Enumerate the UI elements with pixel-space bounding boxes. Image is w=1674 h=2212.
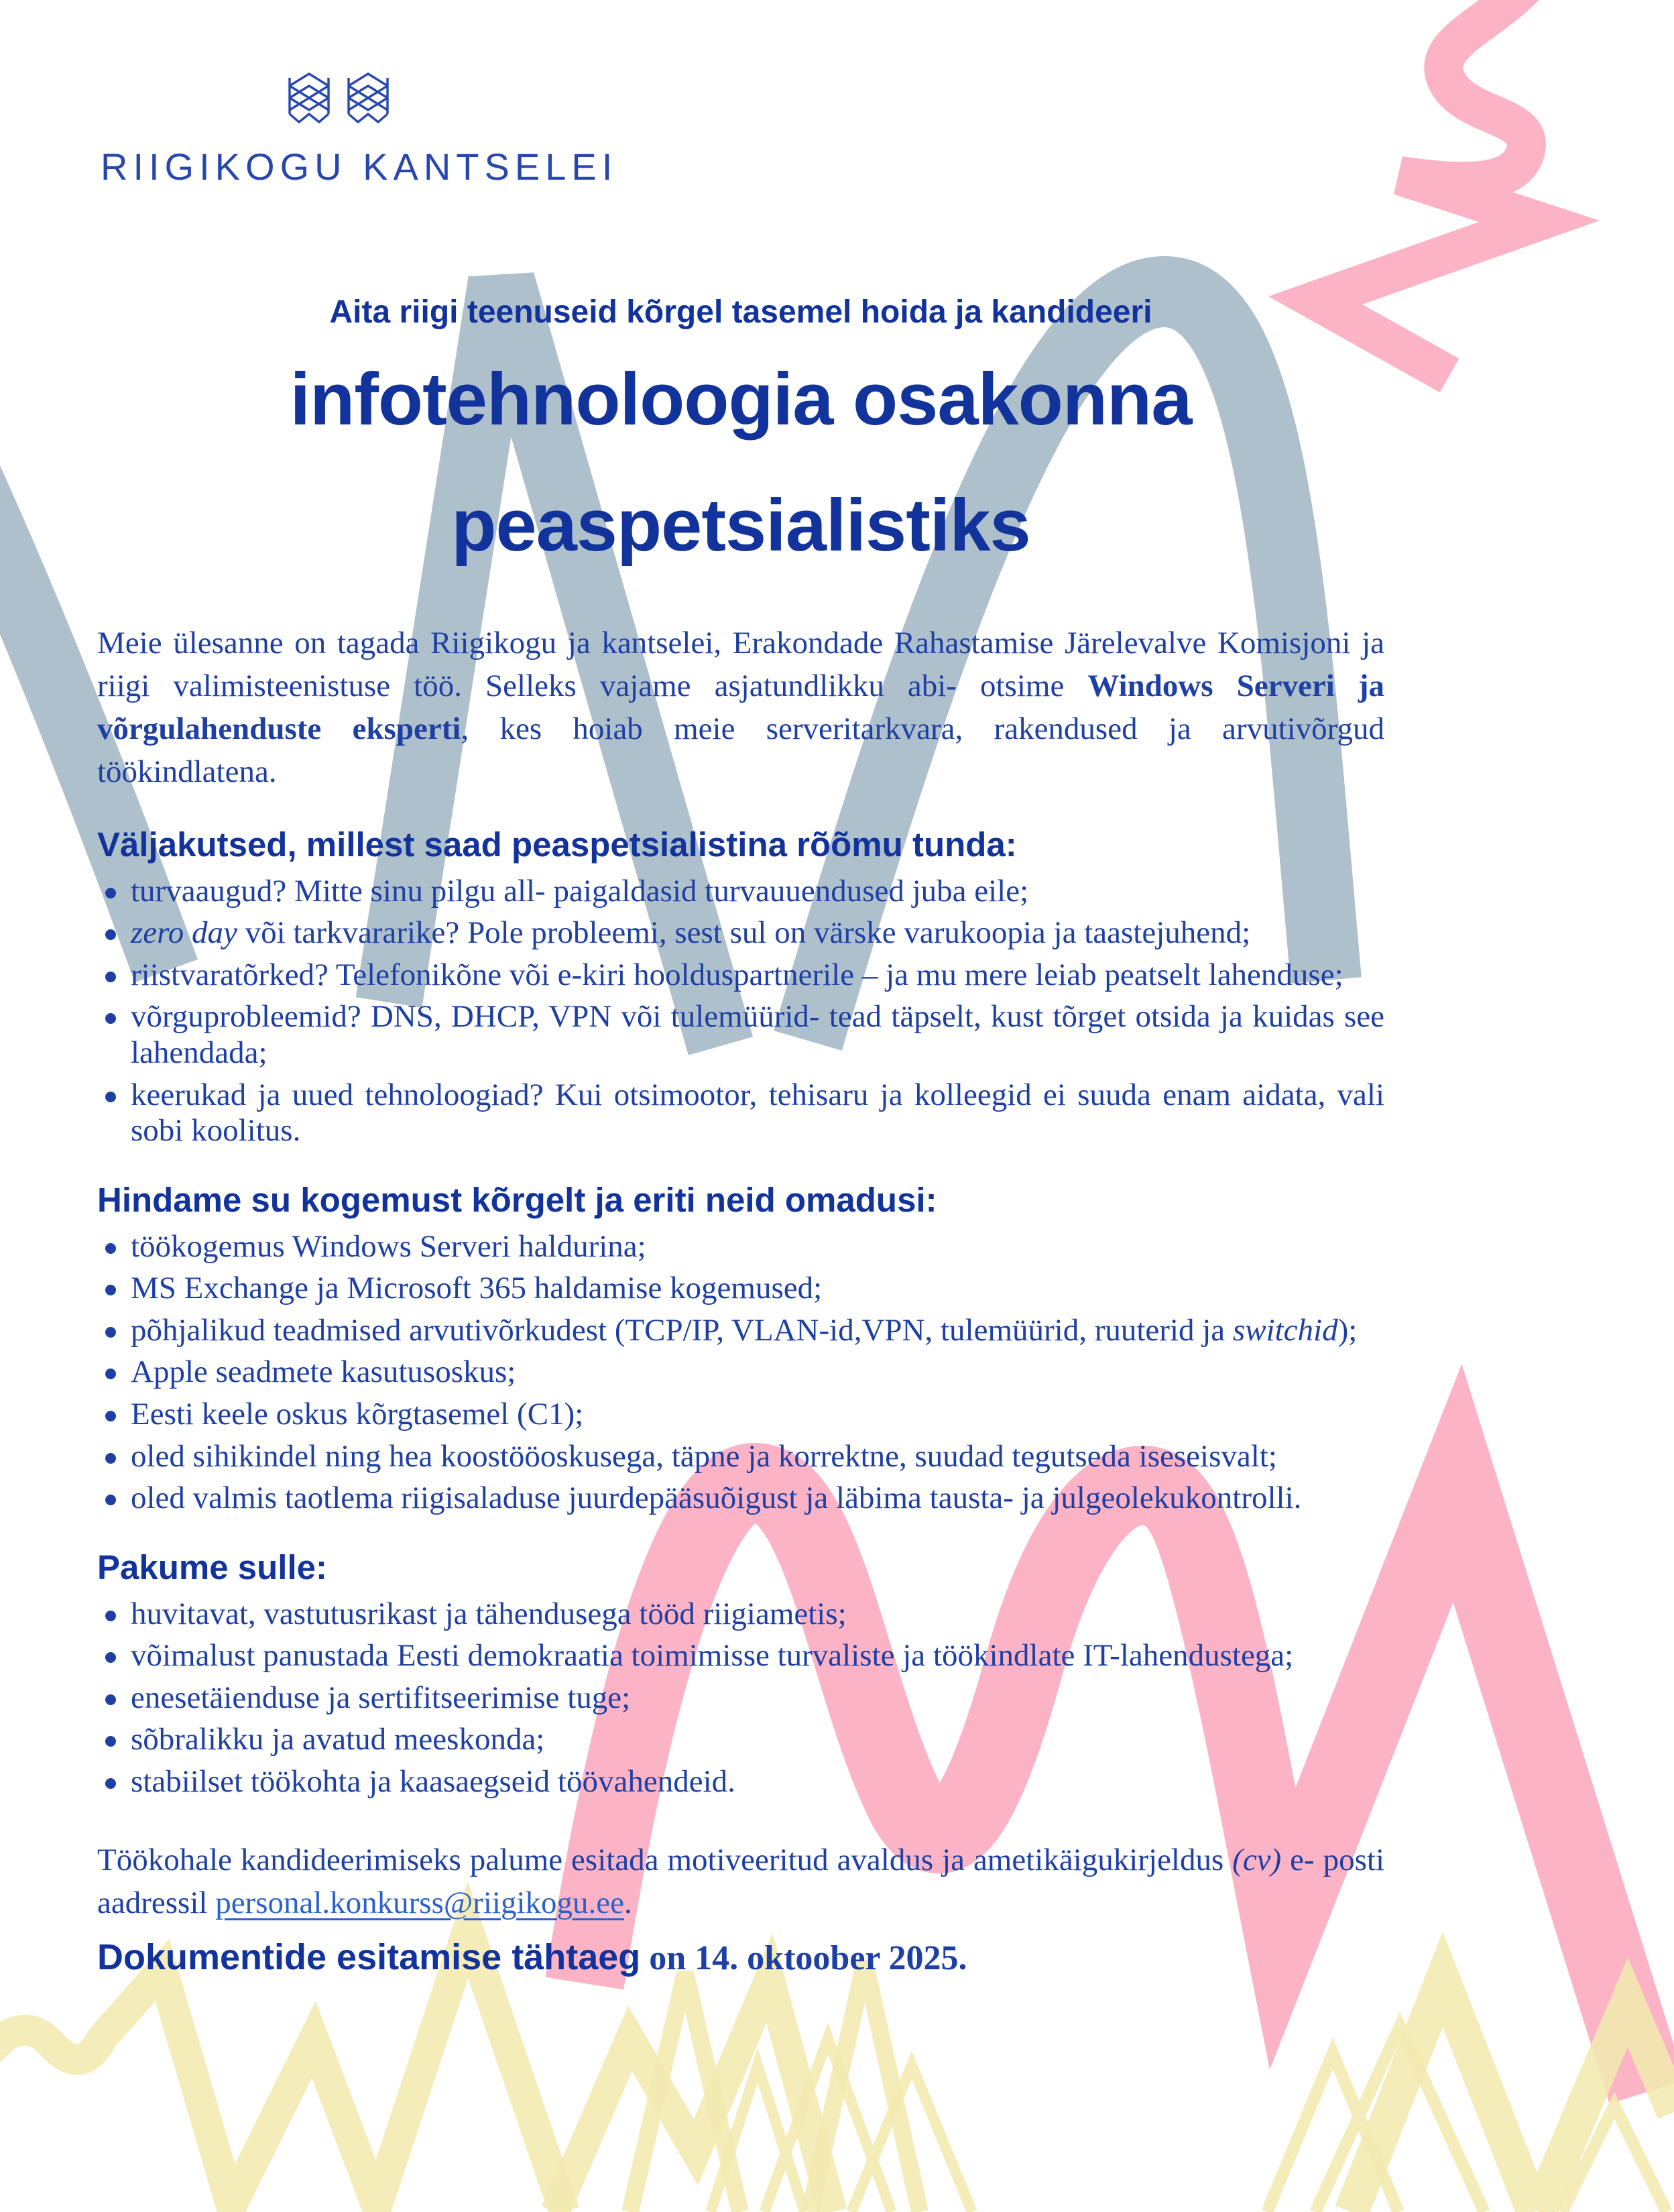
list-item: võimalust panustada Eesti demokraatia toimimisse turvaliste ja töökindlate IT-lahendustega; bbox=[97, 1638, 1384, 1674]
main-content bbox=[97, 622, 1384, 2016]
list-item: stabiilset töökohta ja kaasaegseid töövahendeid. bbox=[97, 1764, 1384, 1800]
hero-kicker: Aita riigi teenuseid kõrgel tasemel hoida ja kandideeri bbox=[329, 294, 1152, 330]
list-item: Apple seadmete kasutusoskus; bbox=[97, 1354, 1384, 1391]
list-item: oled sihikindel ning hea koostööoskusega, täpne ja korrektne, suudad tegutseda iseseisvalt; bbox=[97, 1439, 1384, 1475]
email-link[interactable]: personal.konkurss@riigikogu.ee bbox=[215, 1885, 624, 1920]
closing-paragraph: Töökohale kandideerimiseks palume esitada motiveeritud avaldus ja ametikäigukirjeldus (cv) e- posti aadressil personal.konkurss@riigikogu.ee. bbox=[97, 1842, 1384, 1920]
section-qualities bbox=[97, 1180, 1384, 1517]
list-item: sõbralikku ja avatud meeskonda; bbox=[97, 1722, 1384, 1758]
list-item: oled valmis taotlema riigisaladuse juurdepääsuõigust ja läbima tausta- ja julgeolekukontrolli. bbox=[97, 1480, 1384, 1517]
list-item: huvitavat, vastutusrikast ja tähendusega tööd riigiametis; bbox=[97, 1596, 1384, 1633]
list-item: turvaaugud? Mitte sinu pilgu all- paigaldasid turvauuendused juba eile; bbox=[97, 874, 1384, 910]
hero-title-line-1: infotehnoloogia osakonna bbox=[290, 358, 1192, 441]
bullet-list bbox=[97, 874, 1384, 1149]
riigikogu-emblem-icon bbox=[288, 71, 390, 125]
section-offers bbox=[97, 1548, 1384, 1800]
list-item: riistvaratõrked? Telefonikõne või e-kiri hoolduspartnerile – ja mu mere leiab peatselt lahenduse; bbox=[97, 957, 1384, 994]
bullet-list bbox=[97, 1229, 1384, 1517]
section-heading: Hindame su kogemust kõrgelt ja eriti neid omadusi: bbox=[97, 1180, 937, 1219]
logo bbox=[101, 71, 618, 188]
intro-paragraph: Meie ülesanne on tagada Riigikogu ja kantselei, Erakondade Rahastamise Järelevalve Komisjoni ja riigi valimisteenistuse töö. Selleks vajame asjatundlikku abi- otsime Windows Serveri ja võrgulahenduste eksperti, kes hoiab meie serveritarkvara, rakendused ja arvutivõrgud töökindlatena. bbox=[97, 626, 1384, 789]
section-challenges bbox=[97, 825, 1384, 1149]
list-item: Eesti keele oskus kõrgtasemel (C1); bbox=[97, 1397, 1384, 1433]
section-heading: Pakume sulle: bbox=[97, 1548, 327, 1586]
list-item: enesetäienduse ja sertifitseerimise tuge; bbox=[97, 1680, 1384, 1716]
bullet-list bbox=[97, 1596, 1384, 1800]
hero-title-line-2: peaspetsialistiks bbox=[451, 484, 1030, 567]
list-item: keerukad ja uued tehnoloogiad? Kui otsimootor, tehisaru ja kolleegid ei suuda enam aidata, vali sobi koolitus. bbox=[97, 1078, 1384, 1149]
list-item: võrguprobleemid? DNS, DHCP, VPN või tulemüürid- tead täpselt, kust tõrget otsida ja kuidas see lahendada; bbox=[97, 999, 1384, 1071]
deadline-line: Dokumentide esitamise tähtaeg on 14. oktoober 2025. bbox=[97, 1937, 967, 1978]
hero bbox=[97, 294, 1384, 567]
section-heading: Väljakutsed, millest saad peaspetsialistina rõõmu tunda: bbox=[97, 825, 1017, 864]
list-item: MS Exchange ja Microsoft 365 haldamise kogemused; bbox=[97, 1271, 1384, 1307]
org-name: RIIGIKOGU KANTSELEI bbox=[101, 145, 618, 188]
list-item: zero day või tarkvararike? Pole probleemi, sest sul on värske varukoopia ja taastejuhend; bbox=[97, 915, 1384, 951]
list-item: põhjalikud teadmised arvutivõrkudest (TCP/IP, VLAN-id,VPN, tulemüürid, ruuterid ja switchid); bbox=[97, 1313, 1384, 1349]
list-item: töökogemus Windows Serveri haldurina; bbox=[97, 1229, 1384, 1265]
